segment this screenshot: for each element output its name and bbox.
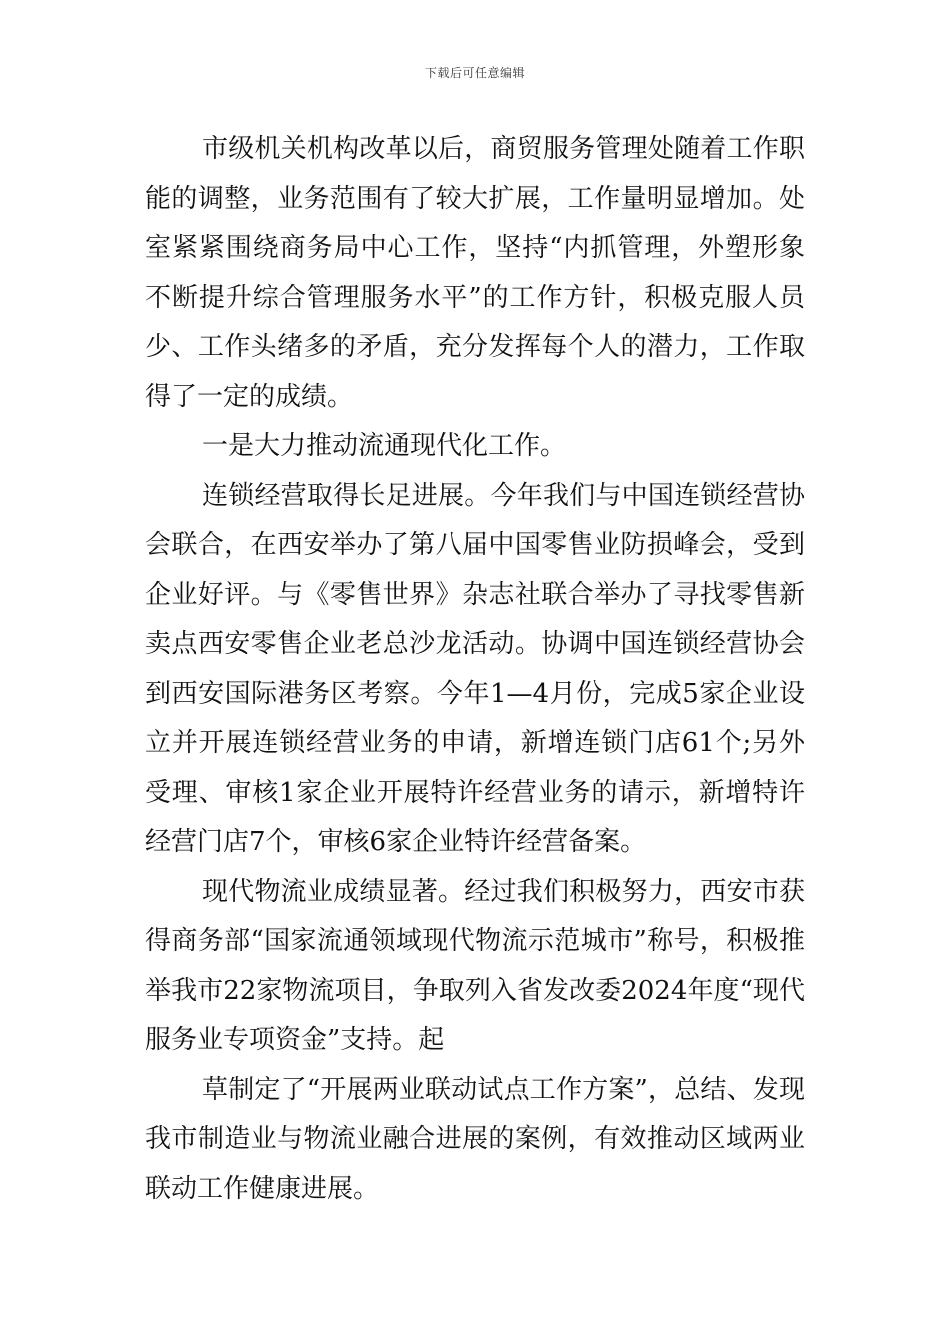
document-body <box>145 125 805 1214</box>
paragraph-chain-operation: 连锁经营取得长足进展。今年我们与中国连锁经营协会联合，在西安举办了第八届中国零售业防损峰会，受到企业好评。与《零售世界》杂志社联合举办了寻找零售新卖点西安零售企业老总沙龙活动。协调中国连锁经营协会到西安国际港务区考察。今年1—4月份，完成5家企业设立并开展连锁经营业务的申请，新增连锁门店61个;另外受理、审核1家企业开展特许经营业务的请示，新增特许经营门店7个，审核6家企业特许经营备案。 <box>145 480 805 857</box>
paragraph-intro: 市级机关机构改革以后，商贸服务管理处随着工作职能的调整，业务范围有了较大扩展，工作量明显增加。处室紧紧围绕商务局中心工作，坚持“内抓管理，外塑形象不断提升综合管理服务水平”的工作方针，积极克服人员少、工作头绪多的矛盾，充分发挥每个人的潜力，工作取得了一定的成绩。 <box>145 134 805 412</box>
paragraph-linkage-plan: 草制定了“开展两业联动试点工作方案”，总结、发现我市制造业与物流业融合进展的案例，有效推动区域两业联动工作健康进展。 <box>145 1074 805 1204</box>
page-header: 下载后可任意编辑 <box>424 66 525 80</box>
paragraph-section-heading: 一是大力推动流通现代化工作。 <box>202 431 567 461</box>
paragraph-logistics: 现代物流业成绩显著。经过我们积极努力，西安市获得商务部“国家流通领域现代物流示范城市”称号，积极推举我市22家物流项目，争取列入省发改委2024年度“现代服务业专项资金”支持。起 <box>145 876 805 1055</box>
